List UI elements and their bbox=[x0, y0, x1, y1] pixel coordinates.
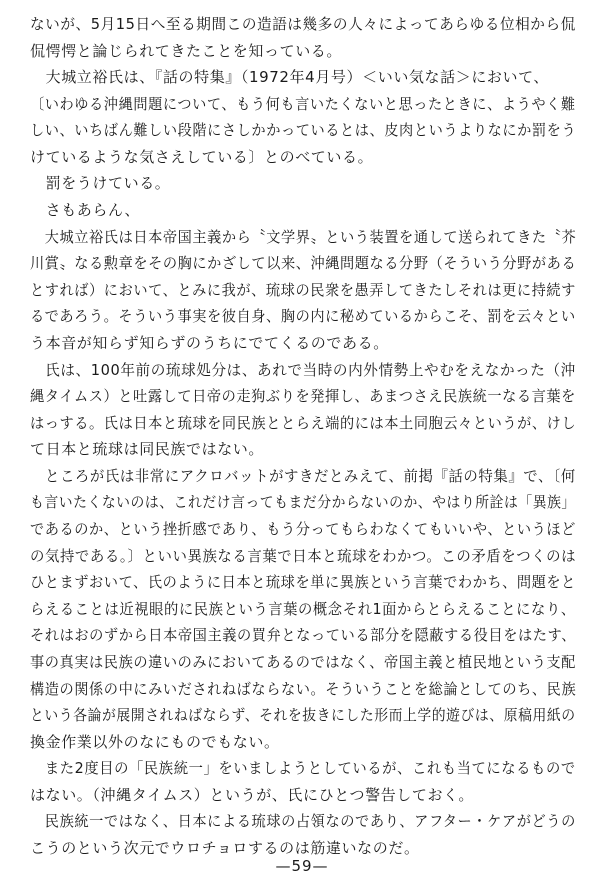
text-line: 川賞〟なる勲章をその胸にかざして以来、沖縄問題なる分野（そういう分野がある bbox=[30, 254, 577, 272]
text-line: 縄タイムス）と吐露して日帝の走狗ぶりを発揮し、あまつさえ民族統一なる言葉を bbox=[30, 387, 576, 405]
text-line: も言いたくないのは、これだけ言ってもまだ分からないのか、やはり所詮は「異族」 bbox=[30, 493, 576, 511]
text-line: ひとまずおいて、氏のように日本と琉球を単に異族という言葉でわかち、問題をと bbox=[30, 573, 576, 591]
text-line: 構造の関係の中にみいだされねばならない。そういうことを総論としてのち、民族 bbox=[30, 680, 577, 698]
text-line: であるのか、という挫折感であり、もう分ってもらわなくてもいいや、というほど bbox=[30, 520, 576, 538]
text-line: 事の真実は民族の違いのみにおいてあるのではなく、帝国主義と植民地という支配 bbox=[30, 653, 576, 671]
text-line: さもあらん、 bbox=[30, 201, 141, 219]
text-line: う本音が知らず知らずのうちにでてくるのである。 bbox=[30, 334, 389, 352]
text-line: るであろう。そういう事実を彼自身、胸の内に秘めているからこそ、罰を云々とい bbox=[30, 307, 576, 325]
text-line: また2度目の「民族統一」をいましようとしているが、これも当てになるもので bbox=[30, 759, 576, 777]
text-line: 氏は、100年前の琉球処分は、あれで当時の内外情勢上やむをえなかった（沖 bbox=[30, 361, 576, 379]
text-line: それはおのずから日本帝国主義の買弁となっている部分を隠蔽する役目をはたす、 bbox=[30, 626, 577, 644]
text-line: の気持である。〕といい異族なる言葉で日本と琉球をわかつ。この矛盾をつくのは bbox=[30, 547, 577, 565]
text-line: しい、いちばん難しい段階にさしかかっているとは、皮肉というよりなにか罰をう bbox=[30, 121, 577, 139]
text-line: こうのという次元でウロチョロするのは筋違いなのだ。 bbox=[30, 839, 420, 857]
text-line: ところが氏は非常にアクロバットがすきだとみえて、前掲『話の特集』で、〔何 bbox=[30, 467, 576, 485]
text-line: はっする。氏は日本と琉球を同民族ととらえ端的には本土同胞云々というが、けし bbox=[30, 414, 577, 432]
text-line: 民族統一ではなく、日本による琉球の占領なのであり、アフター・ケアがどうの bbox=[30, 812, 576, 830]
text-line: けているような気さえしている〕とのべている。 bbox=[30, 148, 374, 166]
text-line: 〔いわゆる沖縄問題について、もう何も言いたくないと思ったときに、ようやく難 bbox=[30, 95, 576, 113]
text-line: 大城立裕氏は日本帝国主義から〝文学界〟という装置を通して送られてきた〝芥 bbox=[30, 228, 577, 246]
page-number: —59— bbox=[275, 857, 329, 875]
text-line: て日本と琉球は同民族ではない。 bbox=[30, 440, 265, 458]
text-line: らえることは近視眼的に民族という言葉の概念それ1面からとらえることになり、 bbox=[30, 600, 576, 618]
text-line: 換金作業以外のなにものでもない。 bbox=[30, 733, 280, 751]
text-line: 罰をうけている。 bbox=[30, 174, 171, 192]
text-line: 侃愕愕と論じられてきたことを知っている。 bbox=[30, 42, 343, 60]
text-line: とすれば）において、とみに我が、琉球の民衆を愚弄してきたしそれは更に持続す bbox=[30, 281, 576, 299]
text-line: はない。（沖縄タイムス）というが、氏にひとつ警告しておく。 bbox=[30, 786, 475, 804]
text-line: ないが、5月15日へ至る期間この造語は幾多の人々によってあらゆる位相から侃 bbox=[30, 15, 576, 33]
text-line: 大城立裕氏は、『話の特集』（1972年4月号）＜いい気な話＞において、 bbox=[30, 68, 550, 86]
text-line: という各論が展開されねばならず、それを抜きにした形而上学的遊びは、原稿用紙の bbox=[30, 706, 576, 724]
